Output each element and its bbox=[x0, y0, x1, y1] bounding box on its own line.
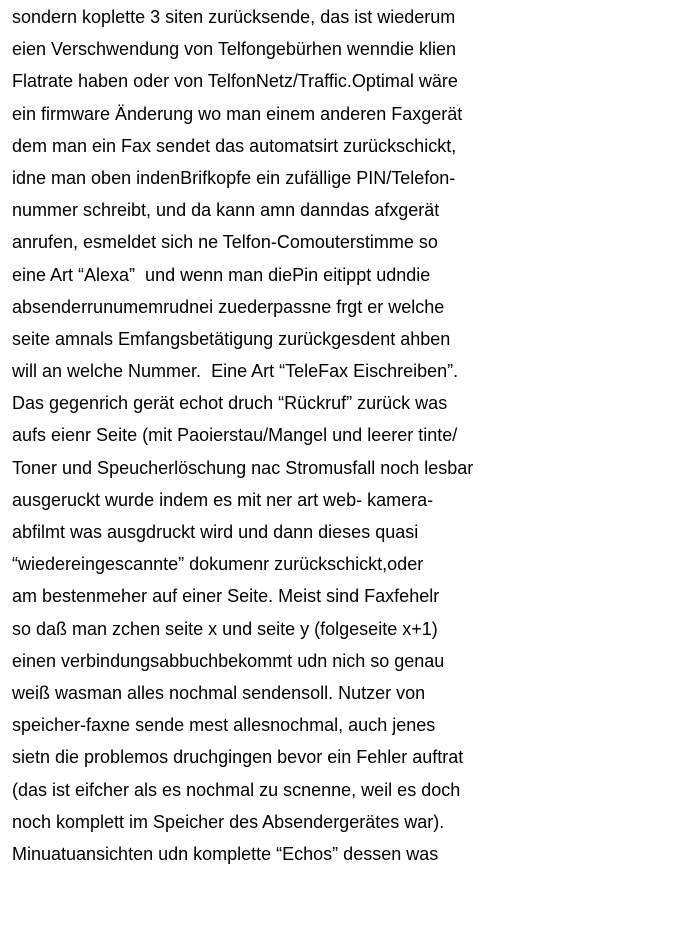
text-line: so daß man zchen seite x und seite y (folgeseite x+1) bbox=[12, 618, 438, 639]
text-line: ein firmware Änderung wo man einem anderen Faxgerät bbox=[12, 103, 463, 124]
text-line: dem man ein Fax sendet das automatsirt zurückschickt, bbox=[12, 135, 457, 156]
text-line: Das gegenrich gerät echot druch “Rückruf” zurück was bbox=[12, 393, 448, 414]
text-line: idne man oben indenBrifkopfe ein zufällige PIN/Telefon- bbox=[12, 167, 456, 188]
text-line: anrufen, esmeldet sich ne Telfon-Comouterstimme so bbox=[12, 232, 438, 253]
body-text bbox=[12, 1, 682, 870]
text-line: Flatrate haben oder von TelfonNetz/Traffic.Optimal wäre bbox=[12, 71, 458, 92]
text-line: weiß wasman alles nochmal sendensoll. Nutzer von bbox=[12, 682, 426, 703]
text-line: (das ist eifcher als es nochmal zu scnenne, weil es doch bbox=[12, 779, 461, 800]
text-line: seite amnals Emfangsbetätigung zurückgesdent ahben bbox=[12, 328, 451, 349]
text-line: aufs eienr Seite (mit Paoierstau/Mangel und leerer tinte/ bbox=[12, 425, 458, 446]
text-line: eien Verschwendung von Telfongebürhen wenndie klien bbox=[12, 39, 456, 60]
text-line: speicher-faxne sende mest allesnochmal, auch jenes bbox=[12, 715, 436, 736]
text-line: Minuatuansichten udn komplette “Echos” dessen was bbox=[12, 843, 439, 864]
text-line: noch komplett im Speicher des Absendergerätes war). bbox=[12, 811, 445, 832]
text-line: absenderrunumemrudnei zuederpassne frgt er welche bbox=[12, 296, 445, 317]
text-line: am bestenmeher auf einer Seite. Meist sind Faxfehelr bbox=[12, 586, 440, 607]
text-line: sondern koplette 3 siten zurücksende, das ist wiederum bbox=[12, 7, 456, 27]
text-line: Toner und Speucherlöschung nac Stromusfall noch lesbar bbox=[12, 457, 474, 478]
text-line: ausgeruckt wurde indem es mit ner art web- kamera- bbox=[12, 489, 434, 510]
text-line: einen verbindungsabbuchbekommt udn nich so genau bbox=[12, 650, 445, 671]
text-line: will an welche Nummer. Eine Art “TeleFax Eischreiben”. bbox=[12, 361, 459, 382]
text-line: eine Art “Alexa” und wenn man diePin eitippt udndie bbox=[12, 264, 431, 285]
text-line: “wiedereingescannte” dokumenr zurückschickt,oder bbox=[12, 554, 424, 575]
text-line: sietn die problemos druchgingen bevor ein Fehler auftrat bbox=[12, 747, 464, 768]
text-line: abfilmt was ausgdruckt wird und dann dieses quasi bbox=[12, 522, 419, 542]
text-line: nummer schreibt, und da kann amn danndas afxgerät bbox=[12, 200, 440, 221]
